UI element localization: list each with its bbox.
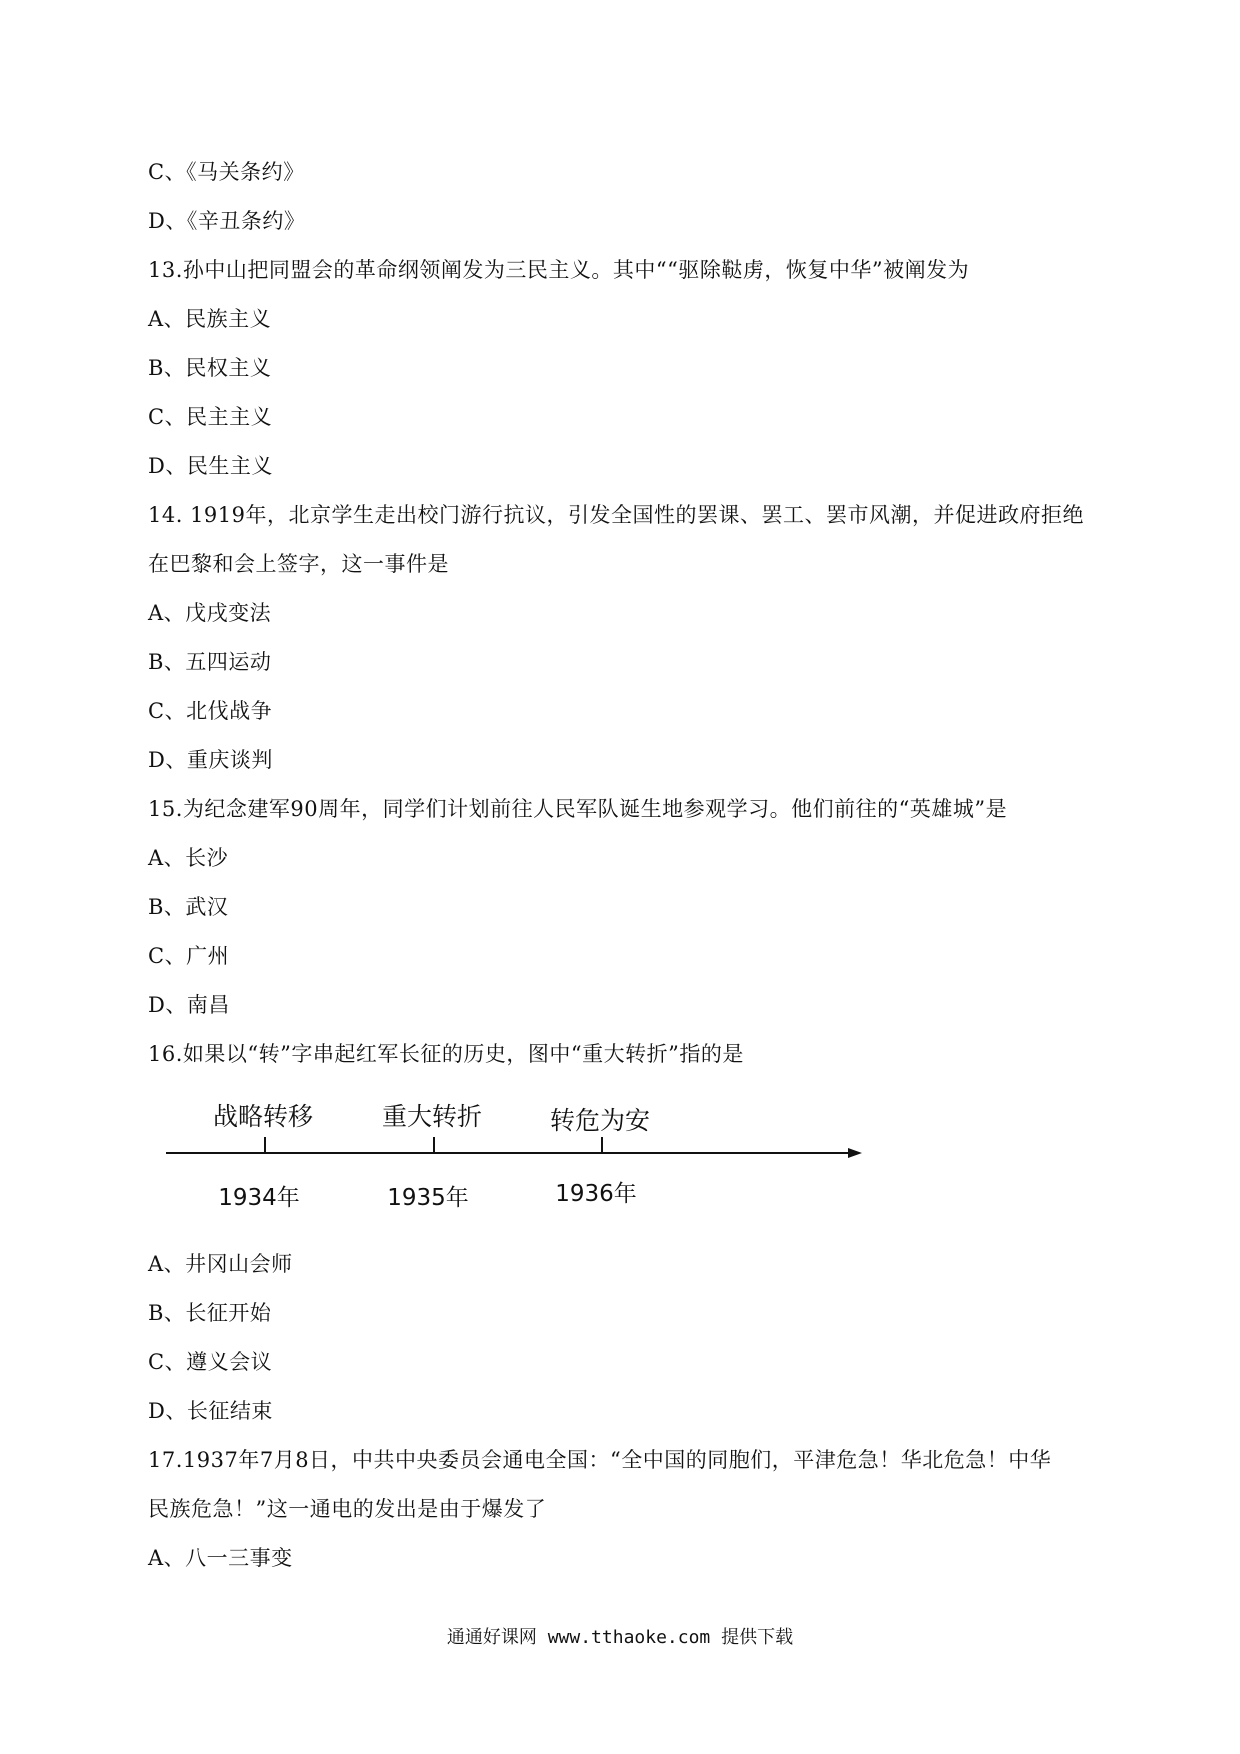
question-line-q15: 15.为纪念建军90周年，同学们计划前往人民军队诞生地参观学习。他们前往的“英雄城”是 — [148, 797, 1008, 821]
answer-option-q16-a: A、井冈山会师 — [148, 1252, 293, 1276]
long-march-timeline-diagram — [160, 1085, 880, 1235]
timeline-event-label: 重大转折 — [381, 1102, 483, 1131]
answer-option-q16-c: C、遵义会议 — [148, 1350, 273, 1374]
answer-option-q15-b: B、武汉 — [148, 895, 229, 919]
question-line-q17-line2: 民族危急！”这一通电的发出是由于爆发了 — [148, 1497, 547, 1521]
question-line-q13: 13.孙中山把同盟会的革命纲领阐发为三民主义。其中““驱除鞑虏，恢复中华”被阐发为 — [148, 258, 970, 282]
answer-option-q12-c: C、《马关条约》 — [148, 160, 305, 184]
answer-option-q16-b: B、长征开始 — [148, 1301, 272, 1325]
answer-option-q14-a: A、戊戌变法 — [148, 601, 272, 625]
question-line-q17-line1: 17.1937年7月8日，中共中央委员会通电全国：“全中国的同胞们，平津危急！华北危急！中华 — [148, 1448, 1052, 1472]
answer-option-q13-d: D、民生主义 — [148, 454, 273, 478]
answer-option-q14-b: B、五四运动 — [148, 650, 272, 674]
answer-option-q12-d: D、《辛丑条约》 — [148, 209, 306, 233]
answer-option-q13-a: A、民族主义 — [148, 307, 272, 331]
answer-option-q13-b: B、民权主义 — [148, 356, 272, 380]
timeline-year-label: 1936年 — [555, 1181, 637, 1207]
answer-option-q17-a: A、八一三事变 — [148, 1546, 293, 1570]
answer-option-q14-c: C、北伐战争 — [148, 699, 273, 723]
answer-option-q16-d: D、长征结束 — [148, 1399, 273, 1423]
answer-option-q13-c: C、民主主义 — [148, 405, 273, 429]
page-footer: 通通好课网 www.tthaoke.com 提供下载 — [446, 1627, 794, 1648]
answer-option-q14-d: D、重庆谈判 — [148, 748, 273, 772]
timeline-year-label: 1934年 — [218, 1185, 300, 1211]
question-line-q14-line2: 在巴黎和会上签字，这一事件是 — [148, 552, 449, 576]
timeline-arrow-head — [848, 1148, 862, 1158]
answer-option-q15-c: C、广州 — [148, 944, 230, 968]
question-line-q14-line1: 14. 1919年，北京学生走出校门游行抗议，引发全国性的罢课、罢工、罢市风潮，并促进政府拒绝 — [148, 503, 1085, 527]
timeline-event-label: 战略转移 — [212, 1102, 314, 1131]
timeline-year-label: 1935年 — [387, 1185, 469, 1211]
timeline-event-label: 转危为安 — [549, 1106, 651, 1135]
answer-option-q15-a: A、长沙 — [148, 846, 229, 870]
question-line-q16: 16.如果以“转”字串起红军长征的历史，图中“重大转折”指的是 — [148, 1042, 744, 1066]
answer-option-q15-d: D、南昌 — [148, 993, 230, 1017]
